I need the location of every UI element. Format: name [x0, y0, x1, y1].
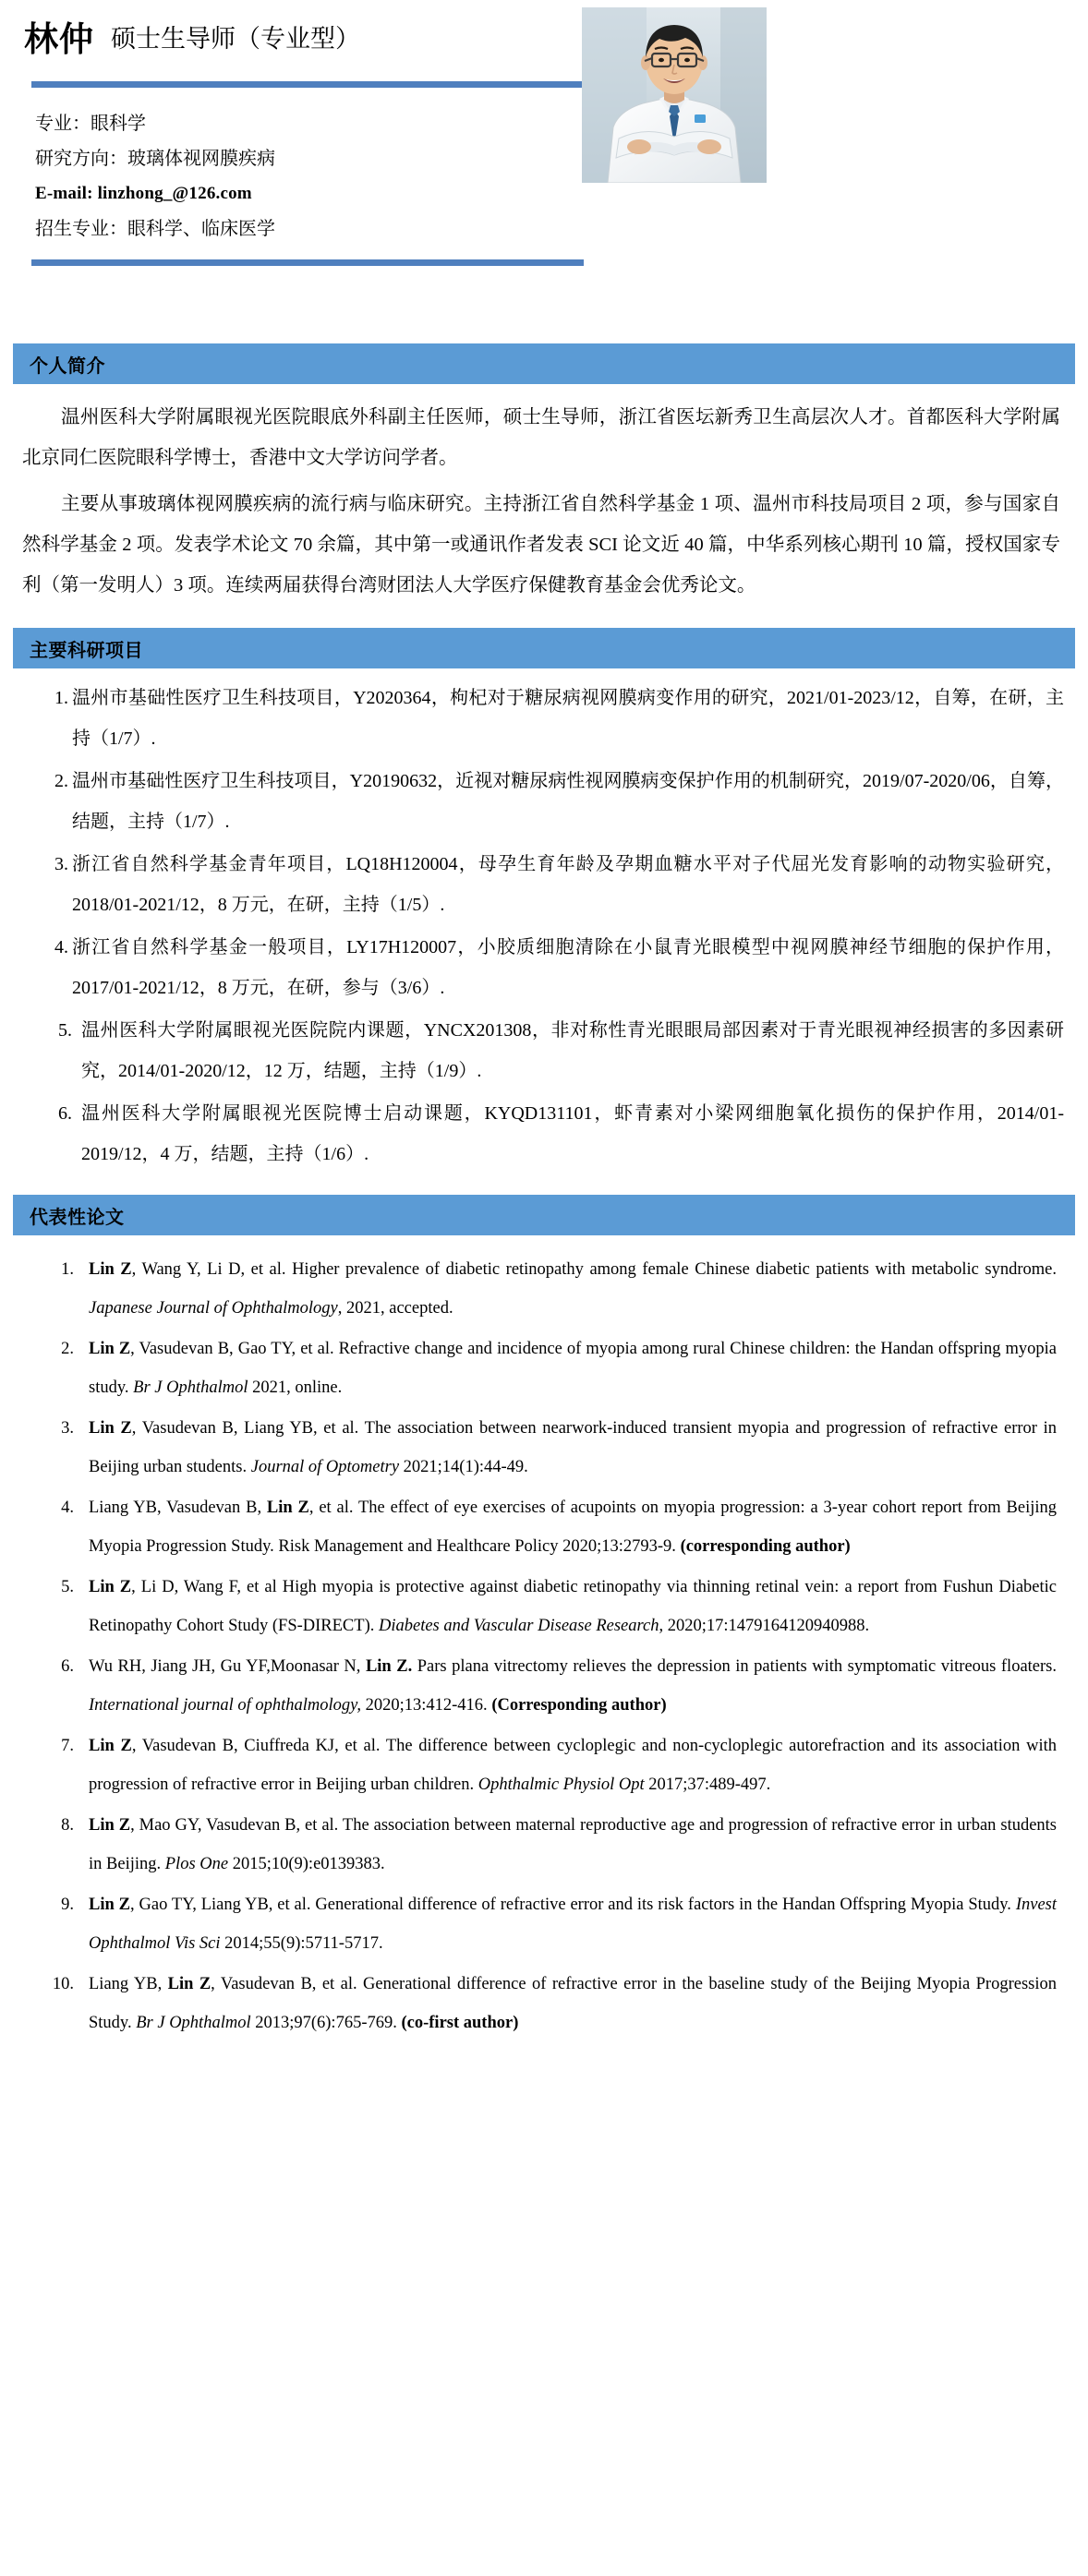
- header-divider-top: [31, 81, 584, 88]
- professor-title: 硕士生导师（专业型）: [111, 24, 360, 53]
- list-item-number: 6.: [58, 1103, 72, 1124]
- section-title-papers: 代表性论文: [30, 1205, 125, 1228]
- citation-text: Liang YB, Vasudevan B,: [89, 1499, 267, 1517]
- list-item-number: 1.: [61, 1260, 74, 1279]
- projects-list: [0, 678, 1088, 1174]
- info-row-email: [35, 176, 1088, 211]
- list-item: [0, 1727, 1088, 1804]
- citation-text: , Gao TY, Liang YB, et al. Generational difference of refractive error and its risk factors in the Handan Offspring Myopia Study.: [130, 1896, 1016, 1914]
- citation-author-highlight: (co-first author): [401, 2014, 519, 2032]
- info-row-major: [35, 106, 1088, 141]
- list-item-text: 温州市基础性医疗卫生科技项目，Y20190632，近视对糖尿病性视网膜病变保护作用的机制研究，2019/07-2020/06，自筹，结题，主持（1/7）.: [72, 771, 1064, 832]
- section-header-bio: [13, 343, 1075, 384]
- citation-author-highlight: Lin Z: [89, 1260, 132, 1279]
- info-row-admission-major: [35, 211, 1088, 247]
- list-item-number: 10.: [52, 1975, 74, 1993]
- citation-author-highlight: Lin Z: [89, 1340, 131, 1358]
- citation-author-highlight: Lin Z.: [365, 1657, 413, 1676]
- citation-text: 2020;13:412-416.: [360, 1696, 492, 1715]
- info-row-research-direction: [35, 141, 1088, 176]
- citation-text: 2014;55(9):5711-5717.: [220, 1934, 383, 1953]
- info-label-admission-major: 招生专业：: [35, 219, 127, 239]
- list-item-text: [89, 1975, 1057, 2032]
- citation-author-highlight: (Corresponding author): [491, 1696, 667, 1715]
- list-item-text: 温州医科大学附属眼视光医院院内课题，YNCX201308，非对称性青光眼眼局部因素对于青光眼视神经损害的多因素研究，2014/01-2020/12，12 万，结题，主持（1/9）.: [81, 1020, 1064, 1081]
- list-item-text: [89, 1260, 1057, 1318]
- list-item: [0, 1806, 1088, 1884]
- list-item-number: 4.: [61, 1499, 74, 1517]
- list-item-number: 6.: [61, 1657, 74, 1676]
- list-item: [0, 927, 1088, 1008]
- list-item-number: 3.: [61, 1419, 74, 1438]
- info-value-admission-major: 眼科学、临床医学: [127, 219, 275, 239]
- list-item-text: [89, 1816, 1057, 1873]
- list-item-text: [89, 1737, 1057, 1794]
- citation-journal: Japanese Journal of Ophthalmology: [89, 1299, 338, 1318]
- header-divider-bottom: [31, 259, 584, 266]
- info-label-email: E-mail:: [35, 184, 98, 203]
- citation-text: , Mao GY, Vasudevan B, et al. The association between maternal reproductive age and progression of refractive error in urban students in Beijing.: [89, 1816, 1058, 1873]
- citation-text: Pars plana vitrectomy relieves the depression in patients with symptomatic vitreous floaters.: [412, 1657, 1057, 1676]
- list-item: [0, 1488, 1088, 1566]
- citation-text: , 2021, accepted.: [337, 1299, 453, 1318]
- bio-paragraph: 主要从事玻璃体视网膜疾病的流行病与临床研究。主持浙江省自然科学基金 1 项、温州市科技局项目 2 项，参与国家自然科学基金 2 项。发表学术论文 70 余篇，其中第一或通讯作者发表 SCI 论文近 40 篇，中华系列核心期刊 10 篇，授权国家专利（第一发明人）3 项。连续两届获得台湾财团法人大学医疗保健教育基金会优秀论文。: [22, 494, 1060, 596]
- citation-journal: Invest Ophthalmol Vis Sci: [89, 1896, 1058, 1953]
- section-title-bio: 个人简介: [30, 354, 105, 377]
- citation-text: , 2020;17:1479164120940988.: [659, 1617, 870, 1635]
- citation-journal: Ophthalmic Physiol Opt: [478, 1776, 645, 1794]
- citation-text: , Li D, Wang F, et al High myopia is protective against diabetic retinopathy via thinning retinal vein: a report from Fushun Diabetic Retinopathy Cohort Study (FS-DIRECT).: [89, 1578, 1057, 1635]
- list-item-text: 浙江省自然科学基金青年项目，LQ18H120004，母孕生育年龄及孕期血糖水平对子代屈光发育影响的动物实验研究，2018/01-2021/12，8 万元，在研，主持（1/5）.: [72, 854, 1064, 915]
- info-label-research-direction: 研究方向：: [35, 149, 127, 169]
- list-item-text: 温州医科大学附属眼视光医院博士启动课题，KYQD131101，虾青素对小梁网细胞氧化损伤的保护作用，2014/01-2019/12，4 万，结题，主持（1/6）.: [81, 1103, 1064, 1164]
- list-item: [0, 1093, 1088, 1174]
- info-value-research-direction: 玻璃体视网膜疾病: [127, 149, 275, 169]
- citation-text: , Vasudevan B, Ciuffreda KJ, et al. The difference between cycloplegic and non-cycloplegic autorefraction and its association with progression of refractive error in Beijing urban children.: [89, 1737, 1057, 1794]
- citation-text: , Vasudevan B, Gao TY, et al. Refractive change and incidence of myopia among rural Chinese children: the Handan offspring myopia study.: [89, 1340, 1058, 1397]
- citation-journal: Diabetes and Vascular Disease Research: [379, 1617, 659, 1635]
- page-title: [0, 11, 1088, 61]
- papers-body: [0, 1250, 1088, 2079]
- citation-journal: Plos One: [164, 1855, 229, 1873]
- citation-text: , et al. The effect of eye exercises of acupoints on myopia progression: a 3-year cohort report from Beijing Myopia Progression Study. Risk Management and Healthcare Policy 2020;13:2793-9.: [89, 1499, 1058, 1556]
- list-item-number: 4.: [54, 937, 68, 957]
- list-item-number: 7.: [61, 1737, 74, 1755]
- citation-text: , Vasudevan B, Liang YB, et al. The association between nearwork-induced transient myopia and progression of refractive error in Beijing urban students.: [89, 1419, 1057, 1476]
- profile-header: [0, 0, 1088, 343]
- list-item: [0, 844, 1088, 925]
- list-item: [0, 1965, 1088, 2042]
- citation-author-highlight: Lin Z: [266, 1499, 309, 1517]
- citation-author-highlight: Lin Z: [89, 1816, 131, 1835]
- list-item-number: 5.: [61, 1578, 74, 1596]
- list-item: [0, 1409, 1088, 1487]
- citation-journal: Br J Ophthalmol: [133, 1378, 248, 1397]
- section-header-projects: [13, 628, 1075, 668]
- citation-text: 2015;10(9):e0139383.: [228, 1855, 385, 1873]
- citation-author-highlight: Lin Z: [89, 1737, 132, 1755]
- info-label-major: 专业：: [35, 114, 91, 134]
- list-item-text: [89, 1657, 1057, 1715]
- info-value-email[interactable]: linzhong_@126.com: [97, 184, 252, 203]
- list-item-number: 5.: [58, 1020, 72, 1041]
- citation-journal: Br J Ophthalmol: [136, 2014, 251, 2032]
- list-item-text: [89, 1896, 1057, 1953]
- info-value-major: 眼科学: [91, 114, 146, 134]
- citation-author-highlight: Lin Z: [89, 1419, 132, 1438]
- citation-text: , Vasudevan B, et al. Generational difference of refractive error in the baseline study of the Beijing Myopia Progression Study.: [89, 1975, 1057, 2032]
- citation-journal: Journal of Optometry: [250, 1458, 400, 1476]
- papers-list: [0, 1250, 1088, 2042]
- list-item: [0, 1647, 1088, 1725]
- citation-author-highlight: (corresponding author): [680, 1537, 851, 1556]
- list-item-text: 温州市基础性医疗卫生科技项目，Y2020364，枸杞对于糖尿病视网膜病变作用的研究，2021/01-2023/12，自筹，在研，主持（1/7）.: [72, 688, 1064, 749]
- list-item-number: 9.: [61, 1896, 74, 1914]
- bio-paragraph: 温州医科大学附属眼视光医院眼底外科副主任医师，硕士生导师，浙江省医坛新秀卫生高层次人才。首都医科大学附属北京同仁医院眼科学博士，香港中文大学访问学者。: [22, 407, 1060, 468]
- bio-body: [0, 384, 1088, 628]
- list-item: [0, 1010, 1088, 1091]
- citation-author-highlight: Lin Z: [167, 1975, 212, 1993]
- list-item: [0, 761, 1088, 842]
- projects-body: [0, 678, 1088, 1195]
- citation-text: 2017;37:489-497.: [644, 1776, 771, 1794]
- citation-author-highlight: Lin Z: [89, 1578, 132, 1596]
- citation-journal: International journal of ophthalmology,: [89, 1696, 361, 1715]
- citation-text: , Wang Y, Li D, et al. Higher prevalence of diabetic retinopathy among female Chinese diabetic patients with metabolic syndrome.: [131, 1260, 1058, 1279]
- list-item-text: [89, 1340, 1057, 1397]
- list-item: [0, 678, 1088, 759]
- list-item-text: [89, 1419, 1057, 1476]
- list-item-number: 3.: [54, 854, 68, 874]
- list-item-text: [89, 1578, 1057, 1635]
- section-title-projects: 主要科研项目: [30, 638, 143, 661]
- professor-name: 林仲: [24, 18, 94, 59]
- portrait-photo-icon: [582, 7, 767, 183]
- avatar: [582, 7, 767, 183]
- list-item-number: 1.: [54, 688, 68, 708]
- citation-text: Wu RH, Jiang JH, Gu YF,Moonasar N,: [89, 1657, 366, 1676]
- list-item: [0, 1568, 1088, 1645]
- list-item-number: 8.: [61, 1816, 74, 1835]
- citation-text: 2021;14(1):44-49.: [399, 1458, 528, 1476]
- list-item-number: 2.: [61, 1340, 74, 1358]
- profile-info-list: [0, 106, 1088, 247]
- citation-text: 2013;97(6):765-769.: [250, 2014, 402, 2032]
- section-header-papers: [13, 1195, 1075, 1235]
- list-item-text: 浙江省自然科学基金一般项目，LY17H120007，小胶质细胞清除在小鼠青光眼模型中视网膜神经节细胞的保护作用，2017/01-2021/12，8 万元，在研，参与（3/6）.: [72, 937, 1064, 998]
- list-item: [0, 1885, 1088, 1963]
- list-item-text: [89, 1499, 1057, 1556]
- citation-text: 2021, online.: [248, 1378, 343, 1397]
- list-item: [0, 1250, 1088, 1328]
- list-item: [0, 1330, 1088, 1407]
- citation-text: Liang YB,: [89, 1975, 168, 1993]
- citation-author-highlight: Lin Z: [89, 1896, 131, 1914]
- list-item-number: 2.: [54, 771, 68, 791]
